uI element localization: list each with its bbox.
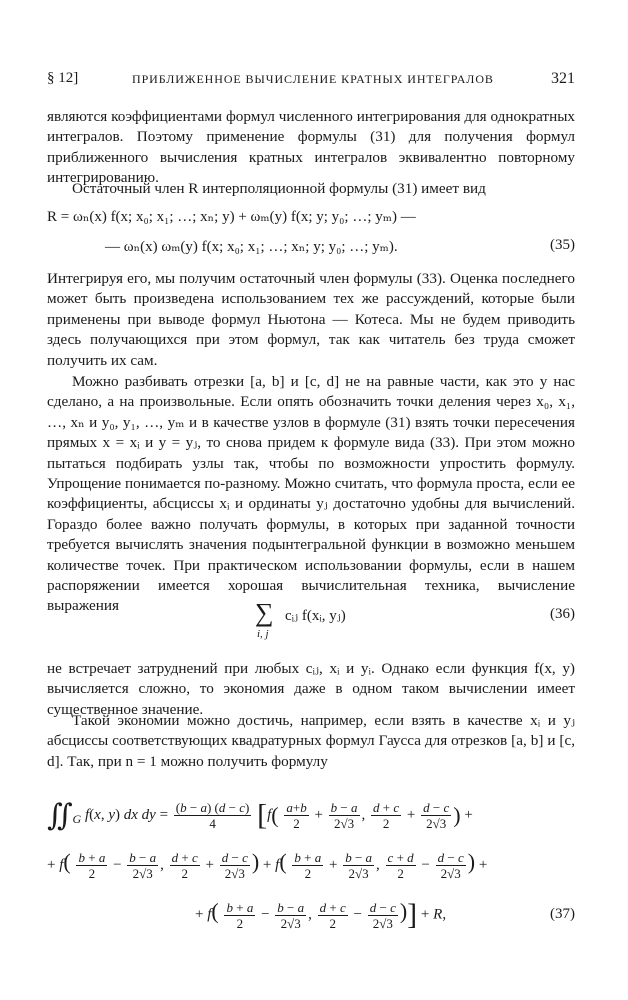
equation-37-number-row bbox=[47, 906, 575, 930]
equation-36-number: (36) bbox=[550, 606, 575, 622]
equation-37-line-3: + f( $\frac{b + a}{2}$ − $\frac{b - a}{2√3}$ , $\frac{d + c}{2}$ − $\frac{d - c}{2√3}$ )] + R, bbox=[195, 898, 447, 931]
equation-35-line-2 bbox=[47, 237, 575, 261]
equation-35-expression-1: R = ωₙ(x) f(x; x₀; x₁; …; xₙ; y) + ωₘ(y) f(x; y; y₀; …; yₘ) — bbox=[47, 209, 416, 225]
page-number: 321 bbox=[551, 70, 575, 87]
paragraph-5: не встречает затруднений при любых cᵢⱼ, xᵢ и yᵢ. Однако если функция f(x, y) вычисляется сложно, то экономия даже в одном таком вычислении имеет существенное значение. bbox=[47, 660, 575, 718]
section-marker: § 12] bbox=[47, 70, 79, 86]
running-title: ПРИБЛИЖЕННОЕ ВЫЧИСЛЕНИЕ КРАТНЫХ ИНТЕГРАЛОВ bbox=[132, 72, 494, 86]
equation-36 bbox=[47, 598, 575, 644]
equation-37-line-2: + f( $\frac{b + a}{2}$ − $\frac{b - a}{2√3}$ , $\frac{d + c}{2}$ + $\frac{d - c}{2√3}$ ) + f( $\frac{b + a}{2}$ + $\frac{b - a}{2√3}$ , $\frac{c + d}{2}$ − $\frac{d - c}{2√3}$ ) + bbox=[47, 849, 488, 882]
summation-index: i, j bbox=[257, 628, 269, 640]
paragraph-2: Остаточный член R интерполяционной формулы (31) имеет вид bbox=[72, 180, 486, 197]
equation-35-number: (35) bbox=[550, 237, 575, 253]
summation-expression: cᵢⱼ f(xᵢ, yⱼ) bbox=[285, 608, 346, 624]
paragraph-1: являются коэффициентами формул численного интегрирования для однократных интегралов. Поэтому применение формулы (31) для получения формул приближенного вычисления кратных интегралов эквивалентно повторному интегрированию. bbox=[47, 108, 575, 187]
running-header bbox=[47, 70, 575, 92]
paragraph-6: Такой экономии можно достичь, например, если взять в качестве xᵢ и yⱼ абсциссы соответствующих квадратурных формул Гаусса для отрезков [a, b] и [c, d]. Так, при n = 1 можно получить формулу bbox=[47, 712, 575, 770]
equation-37-line-1: $∬_G$ f(x, y) dx dy = $\frac{(b - a) (d - c)}{4}$ [f( $\frac{a+b}{2}$ + $\frac{b - a}{2√3}$ , $\frac{d + c}{2}$ + $\frac{d - c}{2√3}$ ) + bbox=[47, 798, 473, 832]
paragraph-4: Можно разбивать отрезки [a, b] и [c, d] не на равные части, как это у нас сделано, а на произвольные. Если опять обозначить точки деления через x₀, x₁, …, xₙ и y₀, y₁, …, yₘ и в качестве узлов в формуле (31) взять точки пересечения прямых x = xᵢ и y = yⱼ, то снова придем к формуле вида (33). При этом можно пытаться подбирать узлы так, чтобы по возможности упростить формулу. Упрощение понимается по-разному. Можно считать, что формула проста, если ее коэффициенты, абсциссы xᵢ и ординаты yⱼ достаточно удобны для вычислений. Гораздо более важно получать формулы, в которых при заданной точности требуется вычислять значения подынтегральной функции в возможно меньшем количестве точек. При практическом использовании формулы, если в нашем распоряжении имеется хорошая вычислительная техника, вычисление выражения bbox=[47, 373, 575, 615]
summation-symbol: ∑ bbox=[255, 598, 274, 627]
equation-35-expression-2: — ωₙ(x) ωₘ(y) f(x; x₀; x₁; …; xₙ; y; y₀; …; yₘ). bbox=[105, 239, 398, 255]
paragraph-3: Интегрируя его, мы получим остаточный член формулы (33). Оценка последнего может быть произведена использованием тех же рассуждений, которые были применены при выводе формул Ньютона — Котеса. Мы не будем приводить здесь получающихся при этом формул, так как читатель без труда сможет получить их сам. bbox=[47, 270, 575, 369]
equation-35-line-1 bbox=[47, 207, 575, 231]
equation-37-number: (37) bbox=[550, 906, 575, 922]
